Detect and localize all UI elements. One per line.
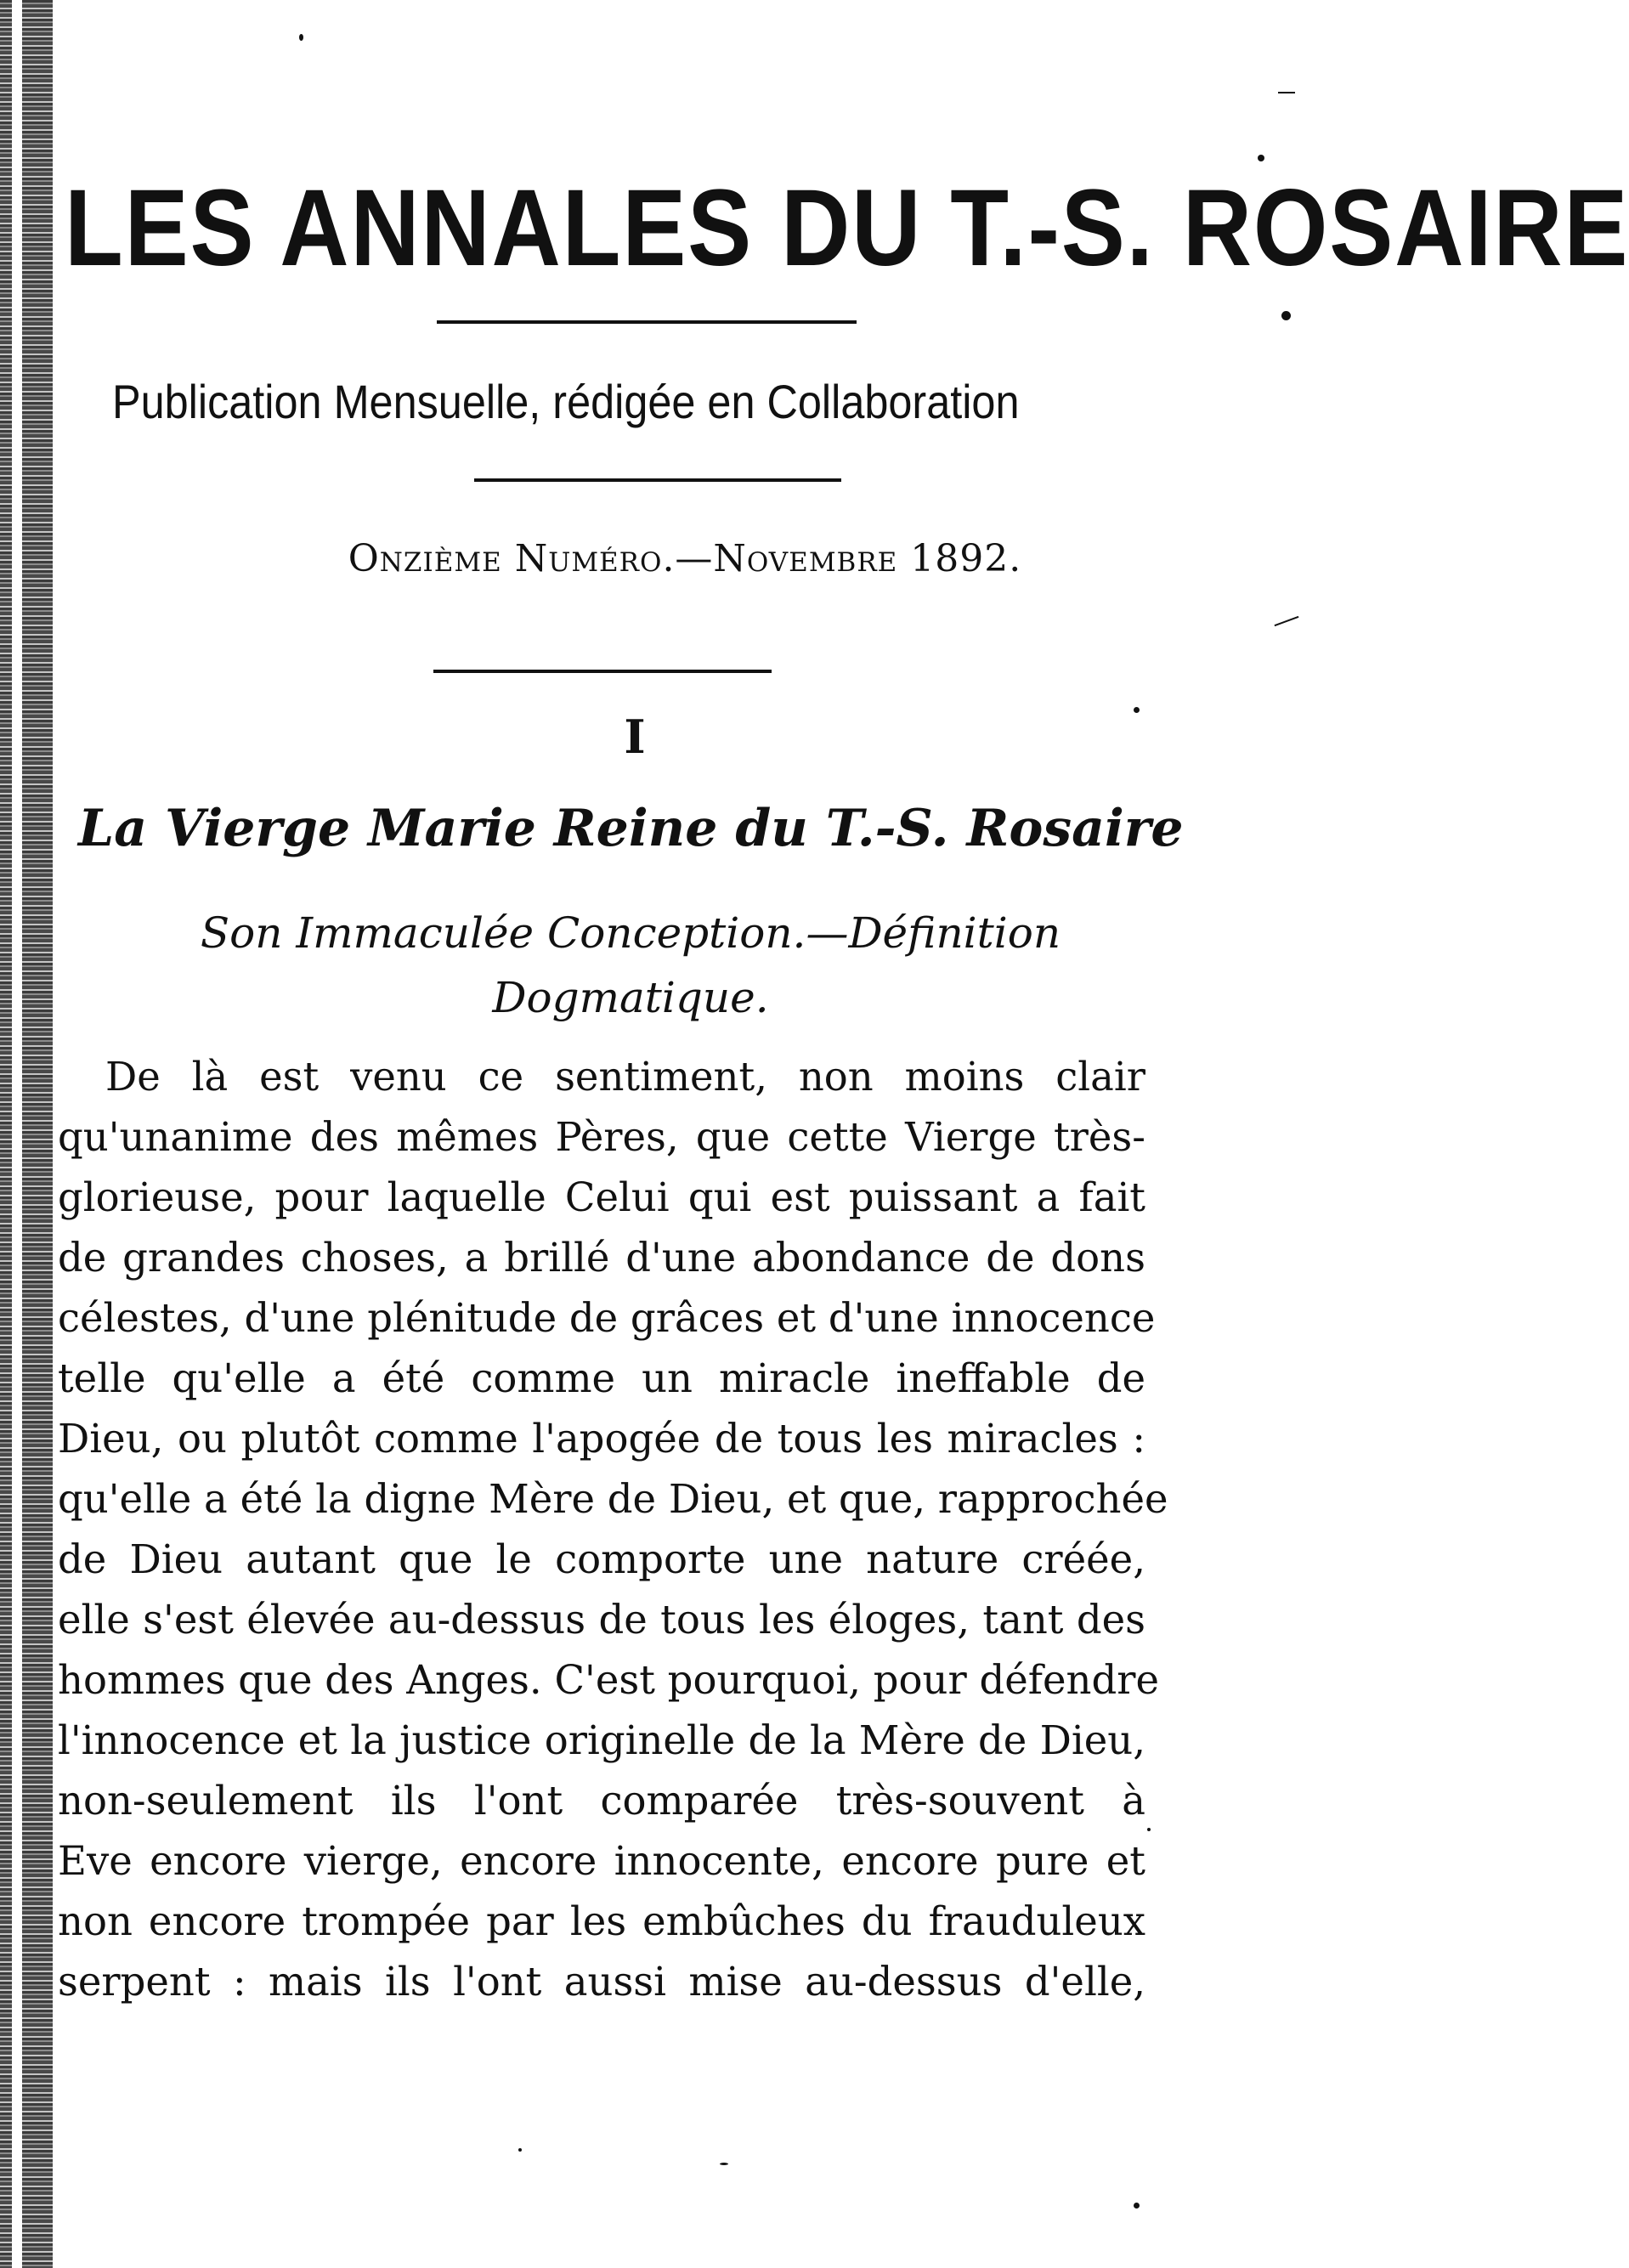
body-line: non encore trompée par les embûches du frauduleux: [58, 1898, 1145, 1944]
scan-speck: [299, 34, 303, 41]
body-line: Eve encore vierge, encore innocente, encore pure et: [58, 1838, 1145, 1884]
body-line: hommes que des Anges. C'est pourquoi, pour défendre: [58, 1657, 1159, 1703]
article-title: La Vierge Marie Reine du T.-S. Rosaire: [78, 799, 1184, 858]
scan-speck: [720, 2163, 728, 2165]
scan-speck: [1278, 92, 1295, 93]
journal-subtitle: Publication Mensuelle, rédigée en Collaboration: [112, 375, 1020, 428]
body-line: Dieu, ou plutôt comme l'apogée de tous les miracles :: [58, 1416, 1145, 1462]
article-subtitle-line-2: Dogmatique.: [492, 973, 769, 1022]
body-line: telle qu'elle a été comme un miracle ineffable de: [58, 1355, 1145, 1401]
title-divider: [437, 320, 857, 324]
body-line: elle s'est élevée au-dessus de tous les éloges, tant des: [58, 1597, 1145, 1643]
body-line: glorieuse, pour laquelle Celui qui est puissant a fait: [58, 1174, 1145, 1220]
scan-speck: [1134, 2203, 1140, 2209]
scan-speck: [1275, 616, 1299, 626]
scan-speck: [1147, 1828, 1151, 1831]
body-line: non-seulement ils l'ont comparée très-souvent à: [58, 1778, 1145, 1824]
body-line: serpent : mais ils l'ont aussi mise au-dessus d'elle,: [58, 1959, 1145, 2005]
issue-line: Onzième Numéro.—Novembre 1892.: [348, 537, 1022, 580]
article-subtitle-line-1: Son Immaculée Conception.—Définition: [200, 908, 1061, 958]
issue-divider: [433, 670, 772, 673]
body-line: De là est venu ce sentiment, non moins clair: [105, 1054, 1145, 1100]
journal-title: LES ANNALES DU T.-S. ROSAIRE: [65, 167, 1629, 289]
body-line: de Dieu autant que le comporte une nature créée,: [58, 1536, 1145, 1582]
scan-speck: [1281, 311, 1291, 320]
body-line: qu'elle a été la digne Mère de Dieu, et que, rapprochée: [58, 1476, 1168, 1522]
subtitle-divider: [474, 478, 841, 482]
scan-speck: [518, 2148, 522, 2152]
body-line: célestes, d'une plénitude de grâces et d'une innocence: [58, 1295, 1156, 1341]
article-number: I: [624, 710, 646, 764]
body-line: qu'unanime des mêmes Pères, que cette Vierge très-: [58, 1114, 1145, 1160]
scan-speck: [1258, 155, 1264, 161]
document-page: [53, 0, 1629, 2268]
article-subtitle: [163, 901, 1098, 1030]
article-body: [58, 1047, 1168, 2012]
scan-speck: [1134, 707, 1140, 713]
body-line: de grandes choses, a brillé d'une abondance de dons: [58, 1235, 1145, 1281]
body-line: l'innocence et la justice originelle de la Mère de Dieu,: [58, 1717, 1145, 1763]
book-binding-edge: [0, 0, 53, 2268]
